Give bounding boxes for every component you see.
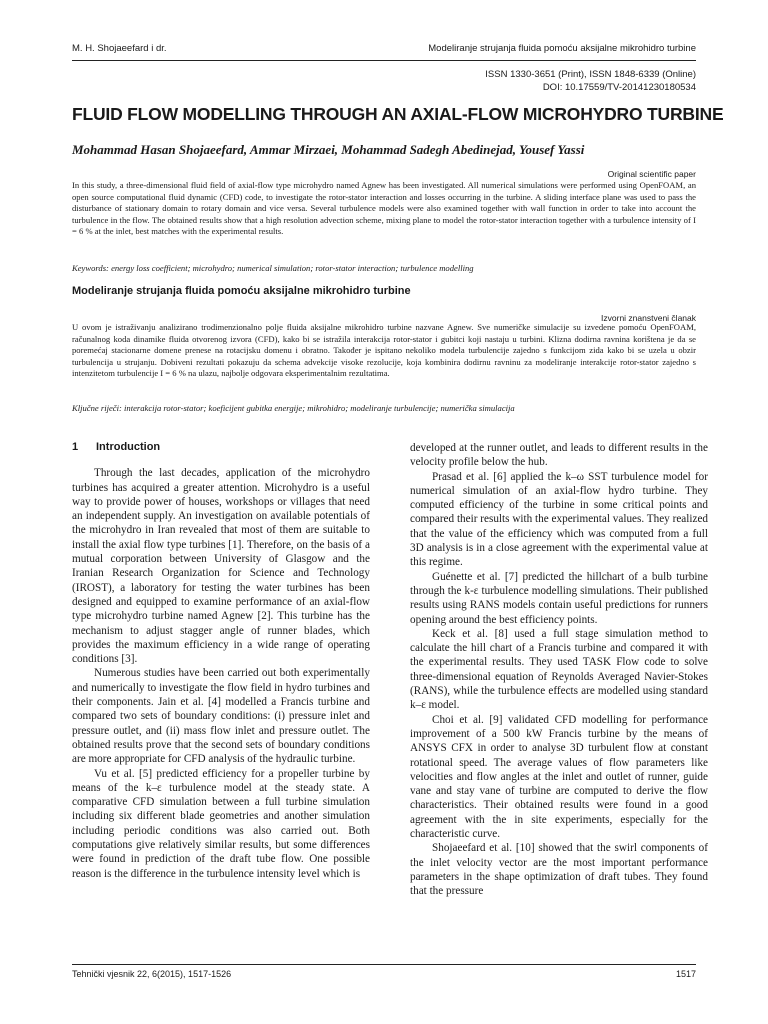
paragraph: Prasad et al. [6] applied the k–ω SST turbulence model for numerical simulation of an axial-flow hydro turbine. They computed efficiency of the turbine in some critical points and compared their results with the experimental values. They realized that the value of the efficiency which was computed from a full 3D analysis is in a close agreement with the experimental value at this regime. bbox=[410, 470, 708, 569]
paragraph: Vu et al. [5] predicted efficiency for a propeller turbine by means of the k–ε turbulence model at the steady state. A comparative CFD simulation between a full turbine simulation including six different blade geometries and another simulation including periodic conditions was also carried out. Both computations give relatively similar results, but some differences were found in prediction of the draft tube flow. One possible reason is the difference in the turbulence intensity level which is bbox=[72, 767, 370, 880]
section-number: 1 bbox=[72, 441, 79, 453]
english-abstract: In this study, a three-dimensional fluid field of axial-flow type microhydro named Agnew has been investigated. All numerical simulations were performed using OpenFOAM, an open source computational fluid dynamic (CFD) code, to investigate the rotor-stator interaction and losses occurring in the turbine. A sliding interface plane was used to pass the disturbance of stationary domain to rotary domain and vice versa. Several turbulence models were also examined together with wall function in order to take into account the turbulence in the flow. The obtained results show that a high resolution advection scheme, mixing plane to model the rotor-stator interaction together with a turbulence intensity of I = 6 % at the inlet, best matches with the experimental results. bbox=[72, 180, 696, 237]
section-heading bbox=[72, 440, 370, 454]
issn-line: ISSN 1330-3651 (Print), ISSN 1848-6339 (Online) bbox=[485, 69, 696, 80]
paragraph: Shojaeefard et al. [10] showed that the swirl components of the inlet velocity vector are the most important performance parameters in the shape optimization of draft tubes. They found that the pressure bbox=[410, 842, 708, 898]
paper-type-label: Original scientific paper bbox=[607, 169, 696, 179]
paragraph: Guénette et al. [7] predicted the hillchart of a bulb turbine through the k-ε turbulence modelling simulations. Their published results using RANS models contain useful predictions for runners opening around the best efficiency points. bbox=[410, 570, 708, 626]
header-authors: M. H. Shojaeefard i dr. bbox=[72, 43, 167, 54]
paragraph: Choi et al. [9] validated CFD modelling for performance improvement of a 500 kW Francis turbine by the means of ANSYS CFX in order to analyse 3D turbulent flow at constant rotational speed. The average values of flow parameters like velocities and flow angles at the inlet and outlet of runner, guide vane and stay vane of turbine are computed to derive the flow characteristics. Their obtained results were found in a good agreement with the in site experiments, especially for the characteristic curve. bbox=[410, 713, 708, 841]
paragraph: Keck et al. [8] used a full stage simulation method to calculate the hill chart of a Francis turbine and compared it with the experimental results. They used TASK Flow code to solve three-dimensional equation of Reynolds Averaged Navier-Stokes (RANS), while the turbulence effects are modelled using standard k–ε model. bbox=[410, 627, 708, 712]
paragraph: developed at the runner outlet, and leads to different results in the velocity profile below the hub. bbox=[410, 442, 708, 469]
left-text-column bbox=[72, 440, 370, 881]
page-footer bbox=[72, 964, 696, 981]
croatian-paper-type-label: Izvorni znanstveni članak bbox=[601, 313, 696, 323]
croatian-keywords: Ključne riječi: interakcija rotor-stator; koeficijent gubitka energije; mikrohidro; modeliranje turbulencije; numerička simulacija bbox=[72, 403, 515, 413]
english-keywords: Keywords: energy loss coefficient; microhydro; numerical simulation; rotor-stator interaction; turbulence modelling bbox=[72, 263, 474, 273]
header-short-title: Modeliranje strujanja fluida pomoću aksijalne mikrohidro turbine bbox=[428, 43, 696, 54]
section-title: Introduction bbox=[96, 441, 161, 453]
issn-block bbox=[485, 68, 696, 94]
page-number: 1517 bbox=[675, 969, 696, 979]
croatian-abstract: U ovom je istraživanju analizirano trodimenzionalno polje fluida aksijalne mikrohidro turbine nazvane Agnew. Sve numeričke simulacije su izvedene pomoću OpenFOAM, računalnog koda dinamike fluida otvorenog izvora (CFD), kako bi se istražila interakcija rotor-stator i gubitci koji nastaju u turbini. Klizna dodirna ravnina korištena je da se poremećaj stacionarne domene prenese na rotacijsku domenu i obratno. Također je ispitano nekoliko modela turbulencije zajedno s funkcijom zida kako bi se uzela u obzir turbulencija u strujanju. Dobiveni rezultati pokazuju da schema advekcije visoke rezolucije, koja kombinira dodirnu ravninu za modeliranje interakcije rotor-stator zajedno s intenzitetom turbulencije I = 6 % na ulazu, najbolje odgovara eksperimentalnim rezultatima. bbox=[72, 322, 696, 379]
doi-line: DOI: 10.17559/TV-20141230180534 bbox=[542, 82, 696, 93]
paper-title: FLUID FLOW MODELLING THROUGH AN AXIAL-FLOW MICROHYDRO TURBINE bbox=[72, 104, 724, 124]
running-header bbox=[72, 40, 696, 61]
paragraph: Through the last decades, application of the microhydro turbines has acquired a greater attention. Microhydro is a useful way to provide power of houses, workshops or villages that need an independent supply. An investigation on available potentials of the microhydro in Iran revealed that most of them are suitable to install the axial flow type turbines [1]. Therefore, on the basis of a mutual corporation between University of Glasgow and the Iranian Research Organization for Science and Technology (IROST), a laboratory for testing the water turbines has been designed and equipped to examine performance of an axial-flow type microhydro turbine named Agnew [2]. This turbine has the mechanism to adjust stagger angle of runner blades, which provides the maximum efficiency in a wide range of operating conditions [3]. bbox=[72, 467, 370, 666]
author-list: Mohammad Hasan Shojaeefard, Ammar Mirzaei, Mohammad Sadegh Abedinejad, Yousef Yassi bbox=[72, 142, 585, 157]
croatian-title: Modeliranje strujanja fluida pomoću aksijalne mikrohidro turbine bbox=[72, 285, 411, 297]
right-text-column bbox=[410, 441, 708, 899]
paragraph: Numerous studies have been carried out both experimentally and numerically to investigate the flow field in hydro turbines and their components. Jain et al. [4] modelled a Francis turbine and compared two sets of boundary conditions: (i) pressure inlet and pressure outlet, and (ii) mass flow inlet and pressure outlet. The obtained results prove that the second sets of boundary conditions are more appropriate for CFD analysis of the hydraulic turbine. bbox=[72, 667, 370, 766]
journal-citation: Tehnički vjesnik 22, 6(2015), 1517-1526 bbox=[72, 969, 232, 979]
